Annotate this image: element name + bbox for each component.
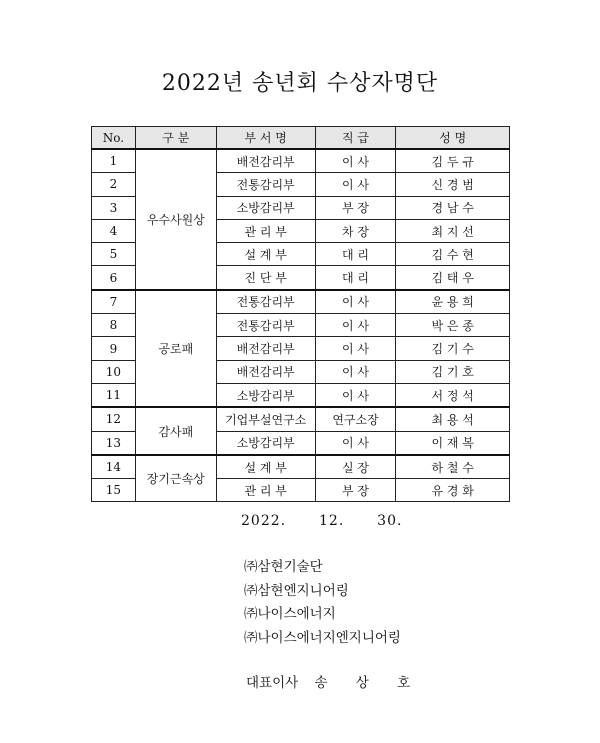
row-name: 김 태 우 [396,266,510,290]
row-name: 김 두 규 [396,149,510,173]
row-no: 5 [92,243,136,266]
row-no: 14 [92,455,136,479]
row-department: 배전감리부 [216,337,315,360]
date-year: 2022. [241,513,287,529]
row-rank: 대 리 [315,266,396,290]
row-name: 최 지 선 [396,219,510,242]
row-no: 10 [92,360,136,383]
row-rank: 이 사 [315,149,396,173]
row-rank: 이 사 [315,360,396,383]
category-cell: 장기근속상 [135,455,216,502]
row-rank: 부 장 [315,479,396,502]
header-department: 부 서 명 [216,127,315,150]
row-no: 11 [92,383,136,407]
header-category: 구 분 [135,127,216,150]
row-no: 9 [92,337,136,360]
signatory-title: 대표이사 [246,675,299,691]
row-department: 설 계 부 [216,243,315,266]
row-rank: 실 장 [315,455,396,479]
header-rank: 직 급 [315,127,396,150]
category-cell: 우수사원상 [135,149,216,290]
company-name: ㈜나이스에너지 [244,606,336,622]
date-day: 30. [377,513,403,529]
table-row [92,290,510,314]
company-name: ㈜나이스에너지엔지니어링 [244,629,401,646]
row-rank: 이 사 [315,173,396,196]
row-no: 8 [92,314,136,337]
category-cell: 공로패 [135,290,216,407]
row-name: 유 경 화 [396,479,510,502]
row-name: 하 철 수 [396,455,510,479]
row-no: 2 [92,173,136,196]
row-rank: 차 장 [315,219,396,242]
row-no: 12 [92,407,136,431]
company-name: ㈜삼현엔지니어링 [244,582,349,599]
row-name: 박 은 종 [396,314,510,337]
row-rank: 대 리 [315,243,396,266]
row-name: 최 용 석 [396,407,510,431]
row-department: 소방감리부 [216,196,315,219]
row-rank: 이 사 [315,337,396,360]
row-name: 김 수 현 [396,243,510,266]
row-no: 15 [92,479,136,502]
row-rank: 이 사 [315,431,396,455]
row-rank: 부 장 [315,196,396,219]
table-header-row [92,127,510,150]
row-name: 신 경 범 [396,173,510,196]
category-cell: 감사패 [135,407,216,455]
row-department: 소방감리부 [216,383,315,407]
row-department: 전통감리부 [216,290,315,314]
row-no: 13 [92,431,136,455]
row-name: 김 기 수 [396,337,510,360]
row-no: 4 [92,219,136,242]
row-no: 6 [92,266,136,290]
row-department: 전통감리부 [216,173,315,196]
table-row [92,149,510,173]
table-row [92,455,510,479]
row-department: 배전감리부 [216,360,315,383]
row-department: 소방감리부 [216,431,315,455]
company-list [244,556,401,650]
header-no: No. [92,127,136,150]
row-department: 진 단 부 [216,266,315,290]
row-no: 1 [92,149,136,173]
row-name: 이 재 복 [396,431,510,455]
ceremony-date [241,513,402,529]
table-row [92,407,510,431]
row-department: 관 리 부 [216,219,315,242]
row-rank: 이 사 [315,290,396,314]
document-title: 2022년 송년회 수상자명단 [161,71,439,96]
row-department: 기업부설연구소 [216,407,315,431]
row-name: 서 정 석 [396,383,510,407]
row-rank: 이 사 [315,383,396,407]
date-month: 12. [319,513,345,529]
row-department: 배전감리부 [216,149,315,173]
row-department: 전통감리부 [216,314,315,337]
row-name: 윤 용 희 [396,290,510,314]
signatory-name: 송 상 호 [314,675,423,691]
row-name: 경 남 수 [396,196,510,219]
row-department: 설 계 부 [216,455,315,479]
award-recipients-table [91,126,510,502]
row-department: 관 리 부 [216,479,315,502]
header-name: 성 명 [396,127,510,150]
signature-line [246,671,422,691]
row-rank: 연구소장 [315,407,396,431]
company-name: ㈜삼현기술단 [244,559,323,575]
row-no: 3 [92,196,136,219]
row-name: 김 기 호 [396,360,510,383]
row-rank: 이 사 [315,314,396,337]
row-no: 7 [92,290,136,314]
